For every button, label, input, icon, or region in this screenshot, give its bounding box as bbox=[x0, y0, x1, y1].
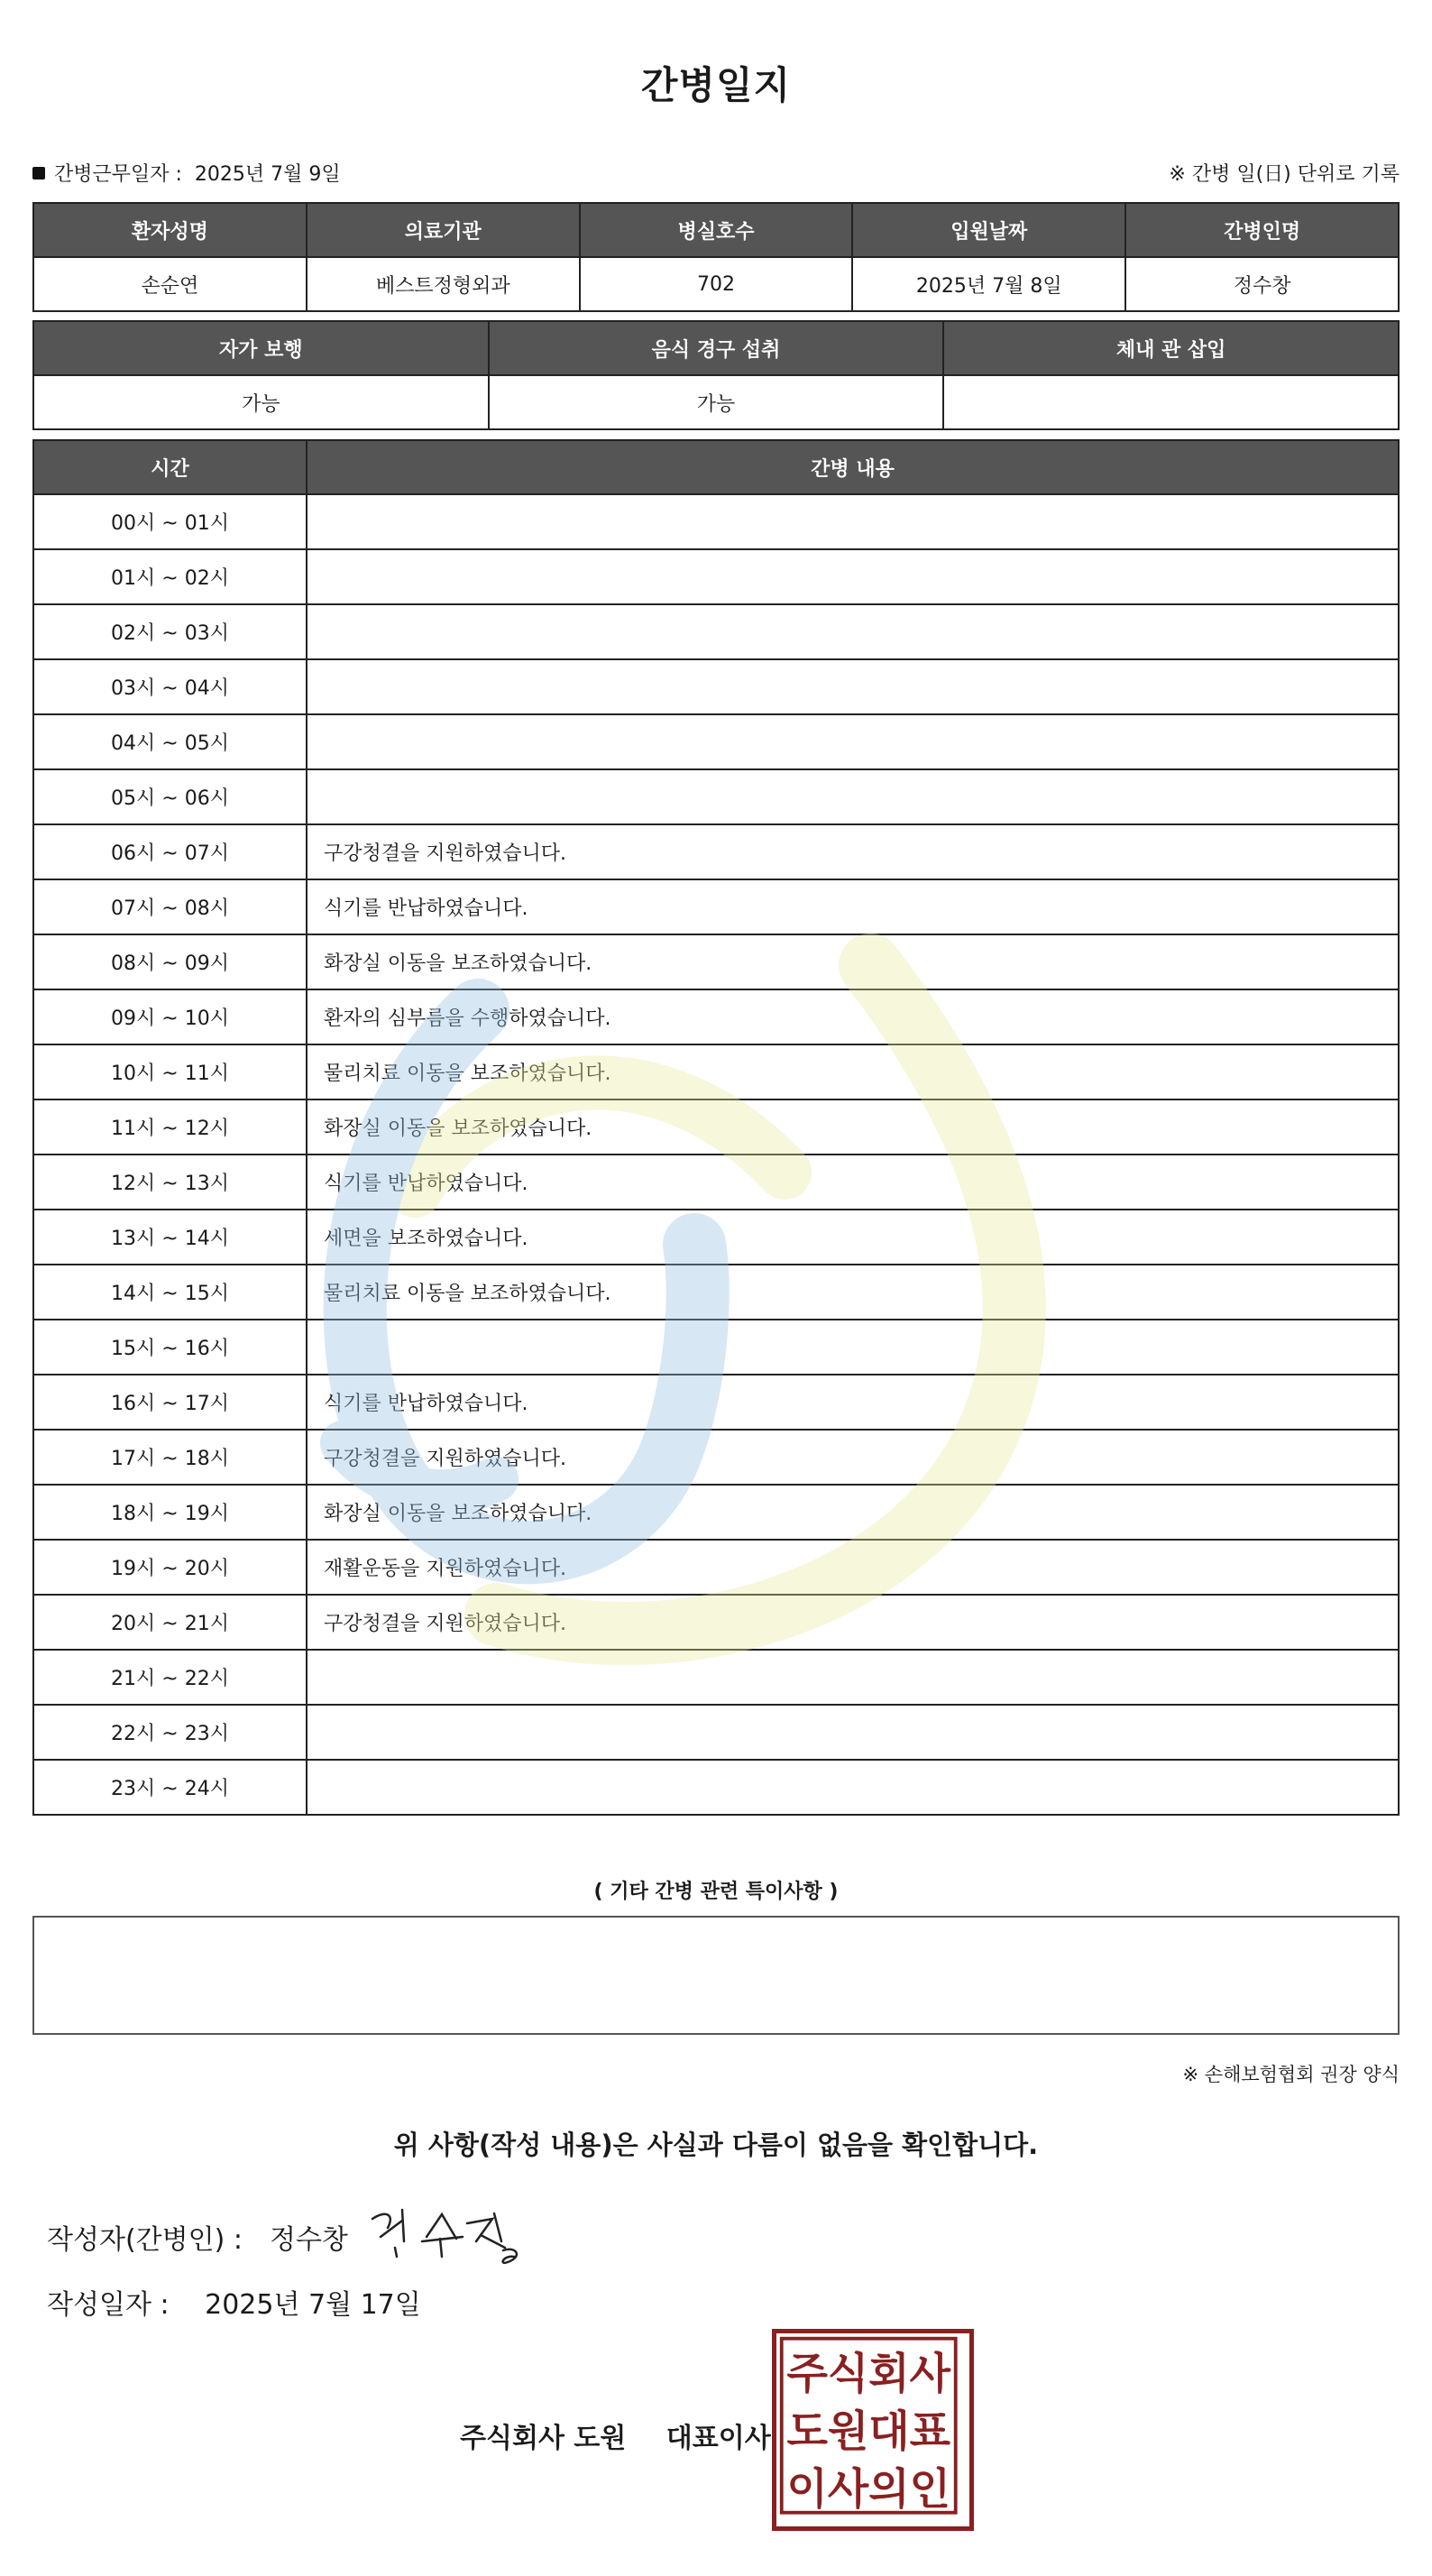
log-content bbox=[307, 549, 1399, 604]
work-date-value: 2025년 7월 9일 bbox=[194, 163, 341, 186]
table-row bbox=[33, 375, 1399, 429]
log-time: 21시 ~ 22시 bbox=[33, 1650, 307, 1705]
seal-text-row: 이사의인 bbox=[786, 2465, 950, 2516]
table-row bbox=[33, 1430, 1399, 1485]
tube-insertion-value bbox=[943, 375, 1399, 429]
square-bullet-icon bbox=[32, 167, 45, 179]
log-time: 10시 ~ 11시 bbox=[33, 1044, 307, 1099]
log-content: 화장실 이동을 보조하였습니다. bbox=[307, 1485, 1399, 1540]
log-content bbox=[307, 1760, 1399, 1815]
log-time: 14시 ~ 15시 bbox=[33, 1265, 307, 1320]
table-row bbox=[33, 494, 1399, 549]
log-time: 15시 ~ 16시 bbox=[33, 1320, 307, 1375]
patient-info-table bbox=[32, 202, 1400, 312]
header-room: 병실호수 bbox=[580, 203, 853, 257]
log-time: 22시 ~ 23시 bbox=[33, 1705, 307, 1760]
handwritten-signature bbox=[368, 2201, 530, 2273]
table-row bbox=[33, 824, 1399, 879]
log-time: 06시 ~ 07시 bbox=[33, 824, 307, 879]
written-date-line bbox=[47, 2282, 421, 2322]
log-time: 18시 ~ 19시 bbox=[33, 1485, 307, 1540]
recommend-note: ※ 손해보험협회 권장 양식 bbox=[1182, 2064, 1400, 2085]
log-time: 08시 ~ 09시 bbox=[33, 934, 307, 989]
log-time: 23시 ~ 24시 bbox=[33, 1760, 307, 1815]
table-row bbox=[33, 659, 1399, 714]
log-content bbox=[307, 1320, 1399, 1375]
company-line bbox=[460, 2415, 771, 2455]
notes-title: ( 기타 간병 관련 특이사항 ) bbox=[593, 1881, 839, 1903]
work-date-label: 간병근무일자 : bbox=[54, 163, 182, 186]
log-time: 17시 ~ 18시 bbox=[33, 1430, 307, 1485]
log-time: 04시 ~ 05시 bbox=[33, 714, 307, 769]
table-row bbox=[33, 1595, 1399, 1650]
table-row bbox=[33, 714, 1399, 769]
confirm-statement: 위 사항(작성 내용)은 사실과 다름이 없음을 확인합니다. bbox=[393, 2130, 1039, 2160]
table-row bbox=[33, 549, 1399, 604]
caregiver-name: 정수창 bbox=[1125, 257, 1399, 311]
notes-box bbox=[32, 1916, 1400, 2035]
log-content: 물리치료 이동을 보조하였습니다. bbox=[307, 1044, 1399, 1099]
log-content bbox=[307, 1705, 1399, 1760]
table-header-row bbox=[33, 440, 1399, 494]
log-content: 구강청결을 지원하였습니다. bbox=[307, 824, 1399, 879]
log-time: 13시 ~ 14시 bbox=[33, 1210, 307, 1265]
self-walking-value: 가능 bbox=[33, 375, 489, 429]
header-care-content: 간병 내용 bbox=[307, 440, 1399, 494]
log-time: 00시 ~ 01시 bbox=[33, 494, 307, 549]
table-row bbox=[33, 1760, 1399, 1815]
header-patient-name: 환자성명 bbox=[33, 203, 307, 257]
company-representative: 대표이사 bbox=[666, 2423, 771, 2454]
header-time: 시간 bbox=[33, 440, 307, 494]
meta-line bbox=[32, 159, 1400, 186]
table-row bbox=[33, 257, 1399, 311]
table-row bbox=[33, 1540, 1399, 1595]
log-time: 11시 ~ 12시 bbox=[33, 1099, 307, 1155]
written-date-label: 작성일자 : bbox=[47, 2289, 170, 2321]
log-time: 09시 ~ 10시 bbox=[33, 989, 307, 1044]
seal-text-row: 주식회사 bbox=[786, 2350, 951, 2400]
header-admission-date: 입원날짜 bbox=[852, 203, 1125, 257]
log-content bbox=[307, 769, 1399, 824]
log-content: 구강청결을 지원하였습니다. bbox=[307, 1595, 1399, 1650]
log-content: 화장실 이동을 보조하였습니다. bbox=[307, 934, 1399, 989]
log-time: 05시 ~ 06시 bbox=[33, 769, 307, 824]
patient-name: 손순연 bbox=[33, 257, 307, 311]
log-time: 19시 ~ 20시 bbox=[33, 1540, 307, 1595]
writer-label: 작성자(간병인) : bbox=[47, 2224, 243, 2256]
log-content: 식기를 반납하였습니다. bbox=[307, 1155, 1399, 1210]
unit-note: ※ 간병 일(日) 단위로 기록 bbox=[1169, 163, 1400, 186]
log-content: 구강청결을 지원하였습니다. bbox=[307, 1430, 1399, 1485]
table-row bbox=[33, 1375, 1399, 1430]
company-seal bbox=[772, 2329, 974, 2531]
care-log-body bbox=[33, 494, 1399, 1815]
table-row bbox=[33, 1265, 1399, 1320]
oral-intake-value: 가능 bbox=[489, 375, 944, 429]
log-content: 환자의 심부름을 수행하였습니다. bbox=[307, 989, 1399, 1044]
log-content bbox=[307, 604, 1399, 659]
header-self-walking: 자가 보행 bbox=[33, 321, 489, 375]
log-content: 식기를 반납하였습니다. bbox=[307, 1375, 1399, 1430]
seal-text-row: 도원대표 bbox=[786, 2407, 950, 2458]
table-header-row bbox=[33, 203, 1399, 257]
table-row bbox=[33, 604, 1399, 659]
table-row bbox=[33, 1155, 1399, 1210]
table-row bbox=[33, 1210, 1399, 1265]
log-content bbox=[307, 714, 1399, 769]
header-caregiver: 간병인명 bbox=[1125, 203, 1399, 257]
log-time: 16시 ~ 17시 bbox=[33, 1375, 307, 1430]
log-content bbox=[307, 1650, 1399, 1705]
log-time: 20시 ~ 21시 bbox=[33, 1595, 307, 1650]
hospital-name: 베스트정형외과 bbox=[307, 257, 580, 311]
log-time: 12시 ~ 13시 bbox=[33, 1155, 307, 1210]
log-content: 세면을 보조하였습니다. bbox=[307, 1210, 1399, 1265]
header-tube-insertion: 체내 관 삽입 bbox=[943, 321, 1399, 375]
log-time: 01시 ~ 02시 bbox=[33, 549, 307, 604]
page-title: 간병일지 bbox=[640, 63, 792, 107]
log-content: 물리치료 이동을 보조하였습니다. bbox=[307, 1265, 1399, 1320]
patient-status-table bbox=[32, 320, 1400, 430]
writer-line bbox=[47, 2217, 348, 2257]
writer-name: 정수창 bbox=[269, 2224, 348, 2256]
table-row bbox=[33, 934, 1399, 989]
table-header-row bbox=[33, 321, 1399, 375]
log-content: 화장실 이동을 보조하였습니다. bbox=[307, 1099, 1399, 1155]
log-time: 07시 ~ 08시 bbox=[33, 879, 307, 934]
table-row bbox=[33, 1099, 1399, 1155]
company-name: 주식회사 도원 bbox=[460, 2423, 627, 2454]
written-date-value: 2025년 7월 17일 bbox=[205, 2289, 421, 2321]
log-content bbox=[307, 494, 1399, 549]
room-number: 702 bbox=[580, 257, 853, 311]
table-row bbox=[33, 1320, 1399, 1375]
log-content: 식기를 반납하였습니다. bbox=[307, 879, 1399, 934]
log-time: 03시 ~ 04시 bbox=[33, 659, 307, 714]
admission-date: 2025년 7월 8일 bbox=[852, 257, 1125, 311]
header-oral-intake: 음식 경구 섭취 bbox=[489, 321, 944, 375]
table-row bbox=[33, 879, 1399, 934]
log-content: 재활운동을 지원하였습니다. bbox=[307, 1540, 1399, 1595]
log-content bbox=[307, 659, 1399, 714]
table-row bbox=[33, 989, 1399, 1044]
care-log-table bbox=[32, 439, 1400, 1816]
header-hospital: 의료기관 bbox=[307, 203, 580, 257]
table-row bbox=[33, 1705, 1399, 1760]
table-row bbox=[33, 1485, 1399, 1540]
table-row bbox=[33, 1650, 1399, 1705]
table-row bbox=[33, 1044, 1399, 1099]
work-date bbox=[32, 159, 341, 187]
table-row bbox=[33, 769, 1399, 824]
log-time: 02시 ~ 03시 bbox=[33, 604, 307, 659]
